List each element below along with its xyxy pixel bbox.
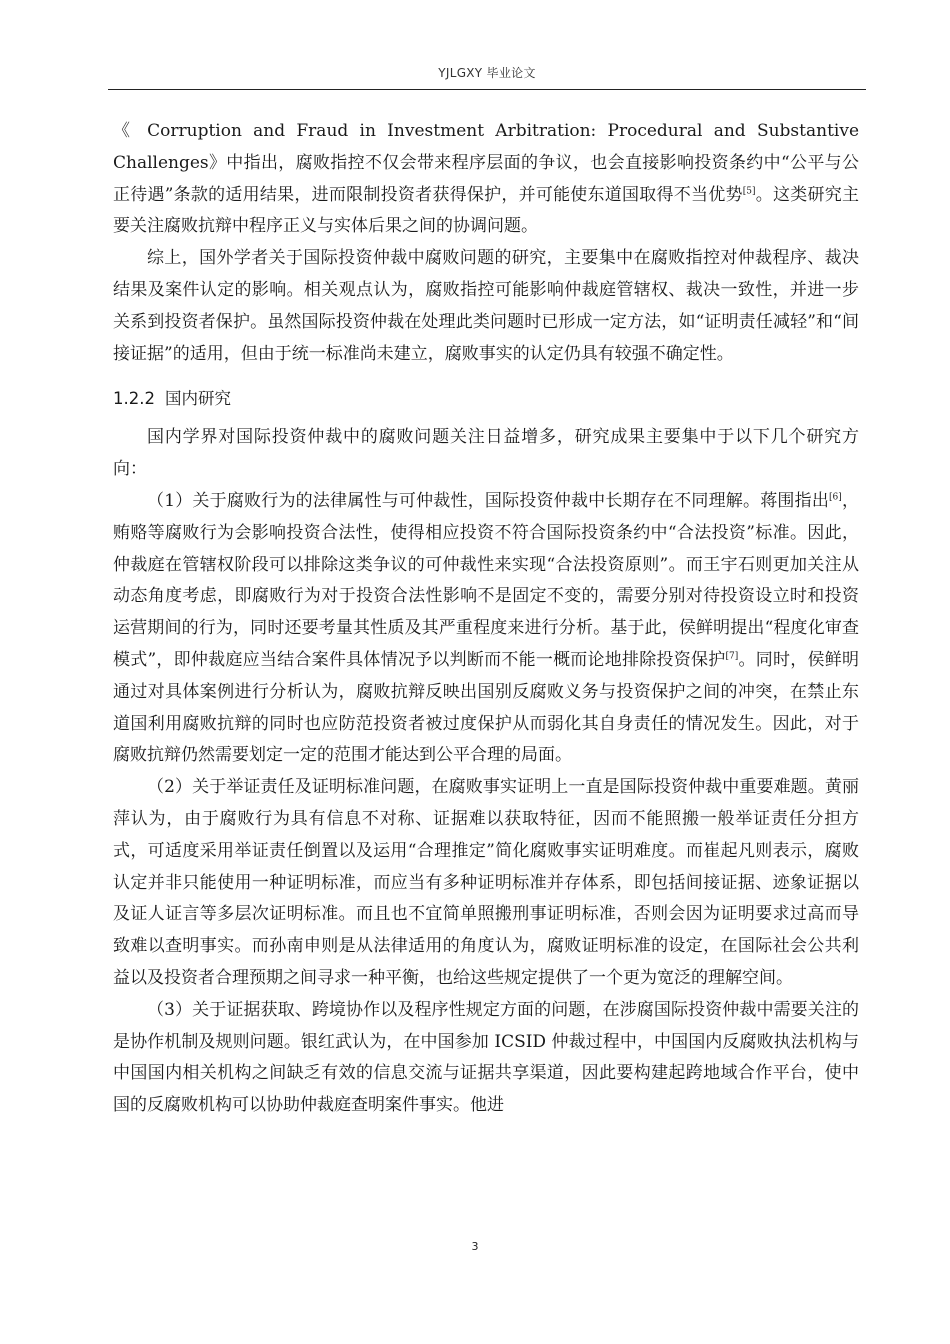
document-body xyxy=(113,116,859,1122)
paragraph-3: 国内学界对国际投资仲裁中的腐败问题关注日益增多，研究成果主要集中于以下几个研究方向： xyxy=(113,427,859,480)
citation-7: [7] xyxy=(725,651,739,662)
header-divider xyxy=(108,89,866,90)
paragraph-1-tail: 。这类研究主要关注腐败抗辩中程序正义与实体后果之间的协调问题。 xyxy=(113,184,859,237)
paragraph-1 xyxy=(113,116,859,243)
paragraph-5: （2）关于举证责任及证明标准问题，在腐败事实证明上一直是国际投资仲裁中重要难题。黄丽萍认为，由于腐败行为具有信息不对称、证据难以获取特征，因而不能照搬一般举证责任分担方式，可适度采用举证责任倒置以及运用“合理推定”简化腐败事实证明难度。而崔起凡则表示，腐败认定并非只能使用一种证明标准，而应当有多种证明标准并存体系，即包括间接证据、迹象证据以及证人证言等多层次证明标准。而且也不宜简单照搬刑事证明标准，否则会因为证明要求过高而导致难以查明事实。而孙南申则是从法律适用的角度认为，腐败证明标准的设定，在国际社会公共利益以及投资者合理预期之间寻求一种平衡，也给这些规定提供了一个更为宽泛的理解空间。 xyxy=(113,777,859,988)
paragraph-1-text: 《 Corruption and Fraud in Investment Arbitration: Procedural and Substantive Challenges》中指出，腐败指控不仅会带来程序层面的争议，也会直接影响投资条约中“公平与公正待遇”条款的适用结果，进而限制投资者获得保护，并可能使东道国取得不当优势 xyxy=(113,121,859,205)
paragraph-4-mid: ，贿赂等腐败行为会影响投资合法性，使得相应投资不符合国际投资条约中“合法投资”标准。因此，仲裁庭在管辖权阶段可以排除这类争议的可仲裁性来实现“合法投资原则”。而王宇石则更加关注从动态角度考虑，即腐败行为对于投资合法性影响不是固定不变的，需要分别对待投资设立时和投资运营期间的行为，同时还要考量其性质及其严重程度来进行分析。基于此，侯鲜明提出“程度化审查模式”，即仲裁庭应当结合案件具体情况予以判断而不能一概而论地排除投资保护 xyxy=(113,490,859,670)
page-number: 3 xyxy=(471,1240,479,1253)
paragraph-4-tail: 。同时，侯鲜明通过对具体案例进行分析认为，腐败抗辩反映出国别反腐败义务与投资保护之间的冲突，在禁止东道国利用腐败抗辩的同时也应防范投资者被过度保护从而弱化其自身责任的情况发生。因此，对于腐败抗辩仍然需要划定一定的范围才能达到公平合理的局面。 xyxy=(113,649,859,766)
paragraph-4 xyxy=(113,486,859,772)
paragraph-4-head: （1）关于腐败行为的法律属性与可仲裁性，国际投资仲裁中长期存在不同理解。蒋围指出 xyxy=(147,490,830,511)
citation-6: [6] xyxy=(829,492,842,503)
page-header: YJLGXY 毕业论文 xyxy=(438,66,536,80)
section-number: 1.2.2 xyxy=(113,389,155,409)
section-heading xyxy=(113,386,859,412)
citation-5: [5] xyxy=(742,185,756,196)
paragraph-6: （3）关于证据获取、跨境协作以及程序性规定方面的问题，在涉腐国际投资仲裁中需要关注的是协作机制及规则问题。银红武认为，在中国参加 ICSID 仲裁过程中，中国国内反腐败执法机构与中国国内相关机构之间缺乏有效的信息交流与证据共享渠道，因此要构建起跨地域合作平台，使中国的反腐败机构可以协助仲裁庭查明案件事实。他进 xyxy=(113,999,859,1116)
section-title: 国内研究 xyxy=(164,389,231,409)
paragraph-2: 综上，国外学者关于国际投资仲裁中腐败问题的研究，主要集中在腐败指控对仲裁程序、裁决结果及案件认定的影响。相关观点认为，腐败指控可能影响仲裁庭管辖权、裁决一致性，并进一步关系到投资者保护。虽然国际投资仲裁在处理此类问题时已形成一定方法，如“证明责任减轻”和“间接证据”的适用，但由于统一标准尚未建立，腐败事实的认定仍具有较强不确定性。 xyxy=(113,248,859,364)
